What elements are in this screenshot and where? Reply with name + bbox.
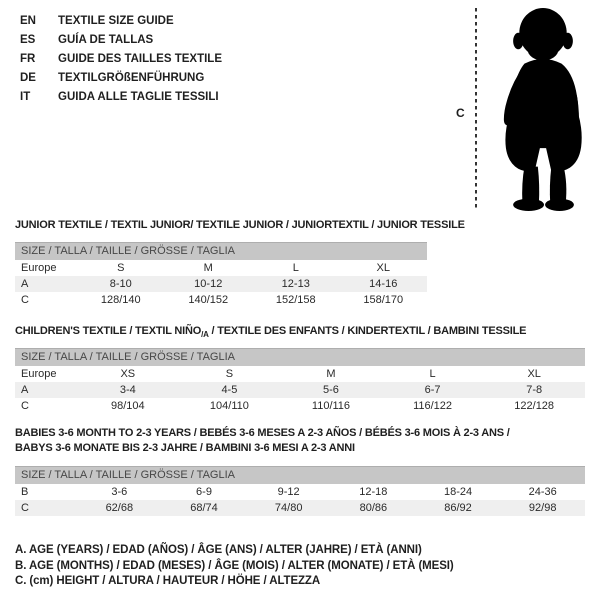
language-row-en <box>20 11 222 30</box>
size-cell: XS <box>120 368 136 380</box>
age-cell: 10-12 <box>194 278 223 290</box>
height-cell: 92/98 <box>528 502 557 514</box>
height-cell: 98/104 <box>110 400 145 412</box>
age-cell: 18-24 <box>443 486 473 498</box>
table-row-age-months <box>15 484 585 500</box>
babies-textile-table <box>15 426 585 516</box>
table-row-height <box>15 398 585 414</box>
age-cell: 5-6 <box>323 384 339 396</box>
age-cell: 3-6 <box>111 486 128 498</box>
language-code: DE <box>20 71 36 84</box>
junior-textile-table <box>15 218 465 308</box>
legend-line-b: B. AGE (MONTHS) / EDAD (MESES) / ÂGE (MOIS) / ALTER (MONATE) / ETÀ (MESI) <box>15 559 454 572</box>
size-cell: M <box>203 262 213 274</box>
size-cell: S <box>117 262 125 274</box>
row-label: Europe <box>21 368 57 380</box>
language-code: FR <box>20 52 36 65</box>
language-label: TEXTILGRÖßENFÜHRUNG <box>58 71 205 84</box>
size-cell: XL <box>376 262 390 274</box>
title-line-2: BABYS 3-6 MONATE BIS 2-3 JAHRE / BAMBINI 3-6 MESI A 2-3 ANNI <box>15 442 355 454</box>
height-cell: 86/92 <box>444 502 472 514</box>
language-row-es <box>20 30 222 49</box>
legend-line-a: A. AGE (YEARS) / EDAD (AÑOS) / ÂGE (ANS) / ALTER (JAHRE) / ETÀ (ANNI) <box>15 544 422 556</box>
row-label: C <box>21 400 29 412</box>
legend <box>15 543 454 590</box>
height-cell: 80/86 <box>359 502 388 514</box>
row-label: B <box>21 486 29 498</box>
toddler-silhouette-icon <box>490 6 596 212</box>
table-row-height <box>15 500 585 516</box>
height-cell: 122/128 <box>514 400 555 412</box>
height-cell: 110/116 <box>311 400 351 412</box>
size-cell: M <box>326 368 336 380</box>
age-cell: 6-9 <box>196 486 212 498</box>
age-cell: 6-7 <box>424 384 441 396</box>
language-label: TEXTILE SIZE GUIDE <box>58 14 174 27</box>
height-cell: 104/110 <box>209 400 249 412</box>
age-cell: 9-12 <box>277 486 300 498</box>
height-cell: 68/74 <box>190 502 218 514</box>
table-row-age <box>15 276 427 292</box>
language-label: GUIDE DES TAILLES TEXTILE <box>58 52 222 65</box>
language-code: EN <box>20 14 36 27</box>
row-label: A <box>21 278 29 290</box>
height-line-label: C <box>456 106 465 120</box>
height-cell: 74/80 <box>274 502 303 514</box>
height-measure-figure <box>450 6 598 212</box>
title-part: / TEXTILE DES ENFANTS / KINDERTEXTIL / BAMBINI TESSILE <box>208 325 527 337</box>
size-header-bar: SIZE / TALLA / TAILLE / GRÖSSE / TAGLIA <box>15 242 427 260</box>
language-label: GUIDA ALLE TAGLIE TESSILI <box>58 90 219 103</box>
table-title <box>15 426 585 456</box>
childrens-textile-table <box>15 324 585 414</box>
size-cell: L <box>429 368 436 380</box>
language-label: GUÍA DE TALLAS <box>58 33 154 46</box>
age-cell: 8-10 <box>109 278 132 290</box>
size-cell: S <box>225 368 234 380</box>
legend-line-c: C. (cm) HEIGHT / ALTURA / HAUTEUR / HÖHE / ALTEZZA <box>15 575 321 587</box>
language-row-fr <box>20 49 222 68</box>
size-cell: L <box>292 262 299 274</box>
table-row-height <box>15 292 427 308</box>
height-cell: 62/68 <box>105 502 134 514</box>
size-header-bar: SIZE / TALLA / TAILLE / GRÖSSE / TAGLIA <box>15 348 585 366</box>
language-code: ES <box>20 33 36 46</box>
row-label: A <box>21 384 29 396</box>
height-cell: 116/122 <box>413 400 453 412</box>
language-title-list <box>20 11 222 106</box>
table-title <box>15 324 585 339</box>
age-cell: 24-36 <box>528 486 557 498</box>
title-subscript: /A <box>201 329 209 339</box>
language-row-it <box>20 87 222 106</box>
age-cell: 14-16 <box>369 278 398 290</box>
height-dashed-line <box>475 8 477 210</box>
height-cell: 128/140 <box>100 294 141 306</box>
height-cell: 158/170 <box>363 294 404 306</box>
row-label: C <box>21 502 29 514</box>
title-part: CHILDREN'S TEXTILE / TEXTIL NIÑO <box>15 325 202 337</box>
language-row-de <box>20 68 222 87</box>
size-cell: XL <box>527 368 541 380</box>
table-row-europe <box>15 366 585 382</box>
size-header-bar: SIZE / TALLA / TAILLE / GRÖSSE / TAGLIA <box>15 466 585 484</box>
age-cell: 12-18 <box>359 486 388 498</box>
age-cell: 3-4 <box>119 384 136 396</box>
table-row-europe <box>15 260 427 276</box>
age-cell: 4-5 <box>221 384 238 396</box>
height-cell: 140/152 <box>188 294 229 306</box>
age-cell: 12-13 <box>281 278 310 290</box>
age-cell: 7-8 <box>526 384 543 396</box>
table-row-age <box>15 382 585 398</box>
title-line-1: BABIES 3-6 MONTH TO 2-3 YEARS / BEBÉS 3-6 MESES A 2-3 AÑOS / BÉBÉS 3-6 MOIS À 2-3 ANS / <box>15 427 510 439</box>
language-code: IT <box>20 90 31 103</box>
row-label: C <box>21 294 29 306</box>
row-label: Europe <box>21 262 57 274</box>
height-cell: 152/158 <box>275 294 316 306</box>
table-title: JUNIOR TEXTILE / TEXTIL JUNIOR/ TEXTILE JUNIOR / JUNIORTEXTIL / JUNIOR TESSILE <box>15 219 465 231</box>
